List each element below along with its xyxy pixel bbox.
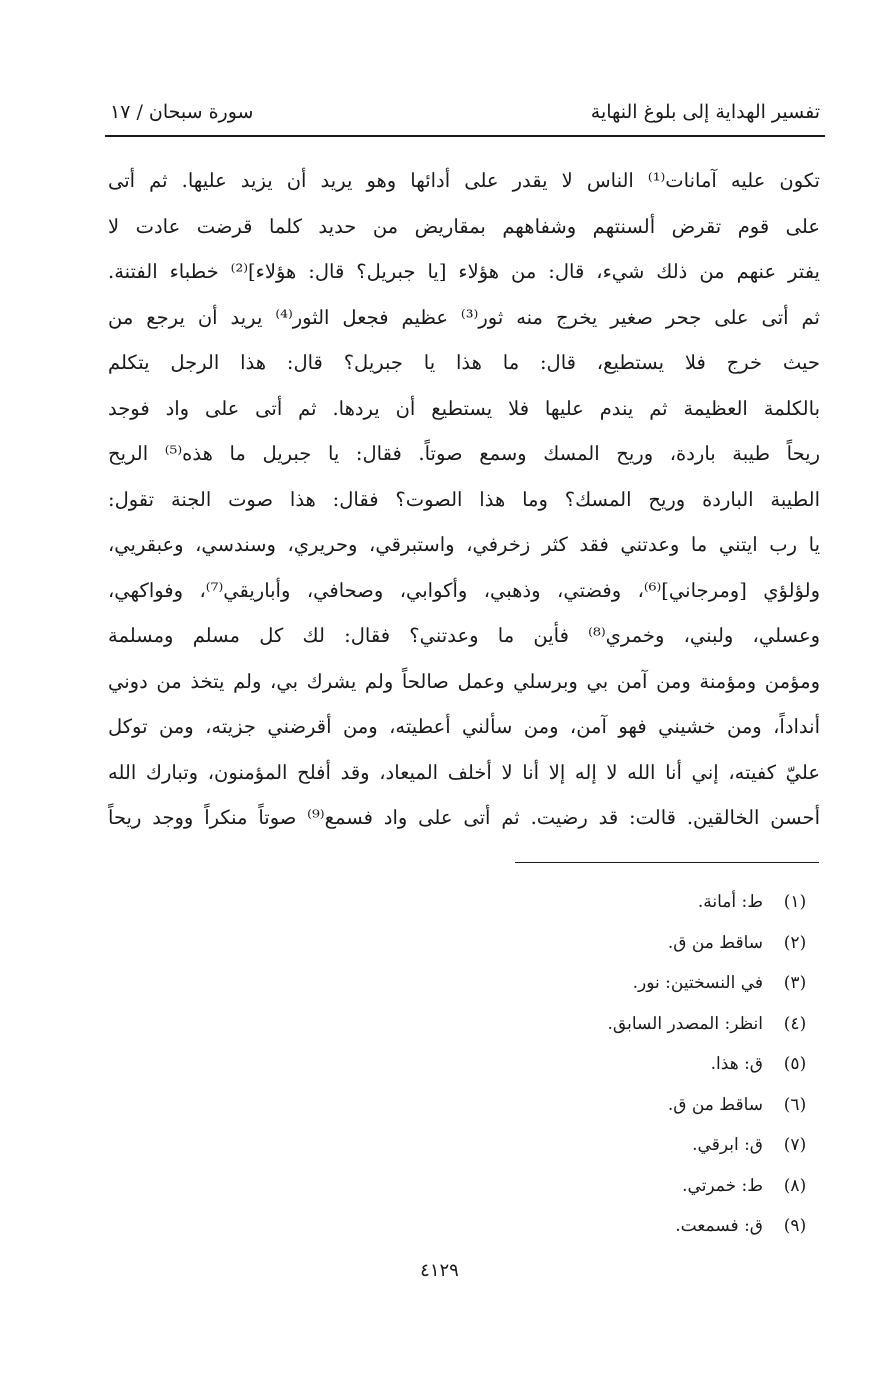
footnote-divider xyxy=(515,862,819,863)
text-line: ثم أتى على جحر صغير يخرج منه ثور⁽³⁾ عظيم فجعل الثور⁽⁴⁾ يريد أن يرجع من xyxy=(108,305,820,329)
page-number: ٤١٢٩ xyxy=(420,1260,459,1281)
text-line: ومؤمن ومؤمنة ومن آمن بي وبرسلي وعمل صالحاً ولم يشرك بي، ولم يتخذ من دوني xyxy=(108,669,820,693)
footnote-number: (٩) xyxy=(783,1216,807,1236)
footnote-number: (١) xyxy=(783,892,807,912)
footnote-number: (٢) xyxy=(783,932,807,953)
footnote xyxy=(421,1004,821,1045)
text-line: حيث خرج فلا يستطيع، قال: ما هذا يا جبريل؟ قال: هذا الرجل يتكلم xyxy=(108,351,820,374)
text-line: أحسن الخالقين. قالت: قد رضيت. ثم أتى على واد فسمع⁽⁹⁾ صوتاً منكراً ووجد ريحاً xyxy=(108,806,820,829)
footnote-text: في النسختين: نور. xyxy=(632,973,763,993)
footnote-text: ط: خمرتي. xyxy=(682,1175,763,1196)
footnote-text: ساقط من ق. xyxy=(667,1094,763,1115)
text-line: الطيبة الباردة وريح المسك؟ وما هذا الصوت؟ فقال: هذا صوت الجنة تقول: xyxy=(108,487,820,511)
footnote xyxy=(421,1166,821,1207)
body-text xyxy=(108,158,820,841)
surah-title: سورة سبحان / ١٧ xyxy=(110,101,254,123)
footnote-text: ق: ابرقي. xyxy=(692,1135,763,1155)
footnote xyxy=(421,963,821,1004)
running-header xyxy=(110,92,820,132)
header-divider xyxy=(105,135,825,137)
text-line: تكون عليه آمانات⁽¹⁾ الناس لا يقدر على أدائها وهو يريد أن يزيد عليها. ثم أتى xyxy=(108,169,820,192)
text-line: عليّ كفيته، إني أنا الله لا إله إلا أنا لا أخلف الميعاد، وقد أفلح المؤمنون، وتبارك الله xyxy=(108,760,820,784)
footnotes xyxy=(421,882,821,1247)
text-line: وعسلي، ولبني، وخمري⁽⁸⁾ فأين ما وعدتني؟ فقال: لك كل مسلم ومسلمة xyxy=(108,624,820,647)
footnote-text: ق: فسمعت. xyxy=(675,1216,763,1236)
text-line: يا رب ايتني ما وعدتني فقد كثر زخرفي، واستبرقي، وحريري، وسندسي، وعبقريي، xyxy=(108,533,820,556)
text-line: على قوم تقرض ألسنتهم وشفاههم بمقاريض من حديد كلما قرضت عادت لا xyxy=(108,214,820,238)
footnote-text: ط: أمانة. xyxy=(697,892,763,912)
text-line: أنداداً، ومن خشيني فهو آمن، ومن سألني أعطيته، ومن أقرضني جزيته، ومن توكل xyxy=(108,715,820,738)
footnote-number: (٧) xyxy=(783,1135,807,1155)
text-line: بالكلمة العظيمة ثم يندم عليها فلا يستطيع أن يردها. ثم أتى على واد فوجد xyxy=(108,396,820,420)
footnote-number: (٦) xyxy=(783,1094,807,1115)
text-line: يفتر عنهم من ذلك شيء، قال: من هؤلاء [يا جبريل؟ قال: هؤلاء]⁽²⁾ خطباء الفتنة. xyxy=(108,260,820,283)
footnote-number: (٤) xyxy=(783,1013,807,1034)
footnote xyxy=(421,923,821,964)
footnote xyxy=(421,1125,821,1166)
footnote-number: (٨) xyxy=(783,1175,807,1196)
text-line: ولؤلؤي [ومرجاني]⁽⁶⁾، وفضتي، وذهبي، وأكوابي، وصحافي، وأباريقي⁽⁷⁾، وفواكهي، xyxy=(108,578,820,602)
footnote xyxy=(421,1085,821,1126)
book-title: تفسير الهداية إلى بلوغ النهاية xyxy=(590,101,820,123)
footnote-text: انظر: المصدر السابق. xyxy=(607,1013,763,1034)
footnote-text: ق: هذا. xyxy=(710,1054,763,1074)
footnote-text: ساقط من ق. xyxy=(667,932,763,953)
footnote-number: (٥) xyxy=(783,1054,807,1074)
text-line: ريحاً طيبة باردة، وريح المسك وسمع صوتاً. فقال: يا جبريل ما هذه⁽⁵⁾ الريح xyxy=(108,442,820,465)
footnote-number: (٣) xyxy=(783,973,807,993)
footnote xyxy=(421,1044,821,1085)
footnote xyxy=(421,1206,821,1247)
footnote xyxy=(421,882,821,923)
